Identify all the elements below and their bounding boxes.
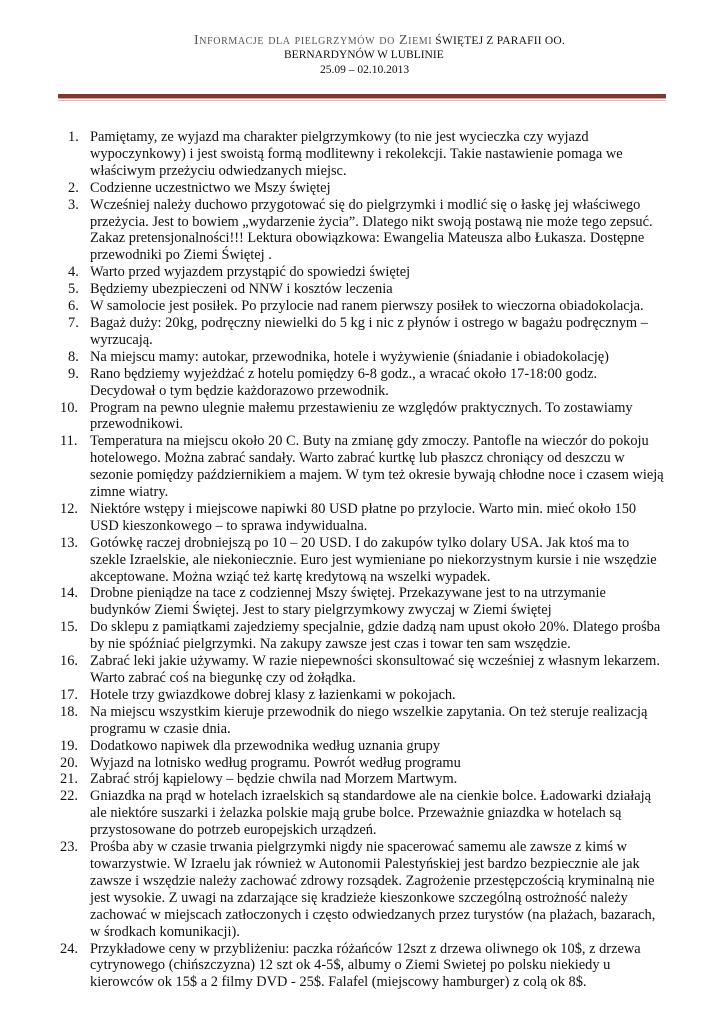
- list-item: [60, 349, 664, 366]
- list-item-number: 8.: [68, 348, 79, 365]
- list-item-text: Drobne pieniądze na tace z codziennej Mszy świętej. Przekazywane jest to na utrzymanie budynków Ziemi Świętej. Jest to stary pielgrzymkowy zwyczaj w Ziemi świętej: [90, 585, 606, 619]
- list-item-text: Na miejscu mamy: autokar, przewodnika, hotele i wyżywienie (śniadanie i obiadokolację): [90, 348, 609, 365]
- list-item: [60, 535, 664, 586]
- header-divider-thin-rule: [58, 100, 666, 101]
- list-item: [60, 585, 664, 619]
- list-item: [60, 653, 664, 687]
- list-item: [60, 400, 664, 434]
- list-item: [60, 501, 664, 535]
- list-item: [60, 264, 664, 281]
- list-item-number: 7.: [68, 314, 79, 331]
- list-item-text: Bagaż duży: 20kg, podręczny niewielki do 5 kg i nic z płynów i ostrego w bagażu podręcznym – wyrzucają.: [90, 314, 648, 348]
- list-item-number: 3.: [68, 196, 79, 213]
- list-item-number: 18.: [60, 703, 78, 720]
- list-item: [60, 433, 664, 501]
- list-item-number: 20.: [60, 754, 78, 771]
- list-item-text: Zabrać leki jakie używamy. W razie niepewności skonsultować się wcześniej z własnym lekarzem. Warto zabrać coś na biegunkę czy od żołądka.: [90, 653, 660, 686]
- list-item-number: 17.: [60, 686, 78, 703]
- list-item-number: 14.: [60, 585, 78, 602]
- list-item-number: 10.: [60, 399, 78, 416]
- list-item: [60, 129, 664, 180]
- list-item-number: 21.: [60, 771, 78, 788]
- list-item: [60, 281, 664, 298]
- list-item-text: Temperatura na miejscu około 20 C. Buty na zmianę gdy zmoczy. Pantofle na wieczór do pokoju hotelowego. Można zabrać sandały. Warto zabrać kurtkę lub płaszcz chroniący od deszczu w sezonie pomiędzy październikiem a majem. W tym też okresie bywają chłodne noce i czasem wieją zimne wiatry.: [90, 433, 664, 501]
- list-item: [60, 788, 664, 839]
- list-item-text: W samolocie jest posiłek. Po przylocie nad ranem pierwszy posiłek to wieczorna obiadokolacja.: [90, 298, 644, 315]
- header-title-line-1: [194, 33, 565, 49]
- list-item: [60, 315, 664, 349]
- list-item-number: 9.: [68, 365, 79, 382]
- list-item-text: Rano będziemy wyjeżdżać z hotelu pomiędzy 6-8 godz., a wracać około 17-18:00 godz. Decydował o tym będzie każdorazowo przewodnik.: [90, 365, 598, 399]
- list-item-text: Codzienne uczestnictwo we Mszy świętej: [90, 179, 331, 196]
- list-item: [60, 180, 664, 197]
- header-title-line-2: BERNARDYNÓW W LUBLINIE: [284, 49, 444, 61]
- list-item-number: 12.: [60, 500, 78, 517]
- list-item-number: 5.: [68, 281, 79, 298]
- header-title-rest: ŚWIĘTEJ Z PARAFII OO.: [435, 35, 565, 47]
- header-date-range: 25.09 – 02.10.2013: [320, 64, 410, 76]
- list-item-text: Będziemy ubezpieczeni od NNW i kosztów leczenia: [90, 281, 393, 298]
- list-item: [60, 366, 664, 400]
- list-item-number: 23.: [60, 839, 78, 856]
- list-item: [60, 619, 664, 653]
- list-item: [60, 298, 664, 315]
- list-item-number: 22.: [60, 788, 78, 805]
- list-item-number: 1.: [68, 129, 79, 145]
- list-item-text: Zabrać strój kąpielowy – będzie chwila nad Morzem Martwym.: [90, 771, 458, 788]
- list-item-number: 15.: [60, 619, 78, 636]
- list-item-number: 11.: [60, 433, 78, 450]
- list-item-number: 4.: [68, 264, 79, 281]
- list-item-text: Na miejscu wszystkim kieruje przewodnik do niego wszelkie zapytania. On też steruje realizacją programu w czasie dnia.: [90, 703, 648, 737]
- list-item: [60, 687, 664, 704]
- list-item: [60, 197, 664, 265]
- list-item-text: Pamiętamy, ze wyjazd ma charakter pielgrzymkowy (to nie jest wycieczka czy wyjazd wypoczynkowy) i jest swoistą formą modlitewny i rekolekcji. Takie nastawienie pomaga we właściwym przeżyciu odwiedzanych miejsc.: [90, 129, 623, 179]
- list-item-text: Warto przed wyjazdem przystąpić do spowiedzi świętej: [90, 264, 411, 281]
- list-item: [60, 738, 664, 755]
- list-item: [60, 771, 664, 788]
- list-item: [60, 839, 664, 940]
- list-item: [60, 755, 664, 772]
- list-item-text: Niektóre wstępy i miejscowe napiwki 80 USD płatne po przylocie. Warto min. mieć około 150 USD kieszonkowego – to sprawa indywidualna.: [90, 500, 637, 534]
- list-item-text: Hotele trzy gwiazdkowe dobrej klasy z łazienkami w pokojach.: [90, 686, 456, 703]
- list-item-text: Gotówkę raczej drobniejszą po 10 – 20 USD. I do zakupów tylko dolary USA. Jak ktoś ma to szekle Izraelskie, ale niekoniecznie. Euro jest wymieniane po niekorzystnym kursie i nie wszędzie akceptowane. Można wziąć też kartę kredytową na wszelki wypadek.: [90, 534, 657, 585]
- list-item-text: Przykładowe ceny w przybliżeniu: paczka różańców 12szt z drzewa oliwnego ok 10$, z drzewa cytrynowego (chińszczyzna) 12 szt ok 4-5$, albumy o Ziemi Swietej po polsku niekiedy u kierowców ok 15$ a 2 filmy DVD - 25$. Falafel (miejscowy hamburger) z colą ok 8$.: [90, 940, 641, 991]
- header-divider-rule: [58, 94, 666, 99]
- list-item-number: 19.: [60, 737, 78, 754]
- list-item-number: 13.: [60, 534, 78, 551]
- list-item-text: Do sklepu z pamiątkami zajedziemy specjalnie, gdzie dadzą nam upust około 20%. Dlatego prośba by nie spóźniać pielgrzymki. Na zakupy zawsze jest czas i towar ten sam wszędzie.: [90, 619, 661, 653]
- list-item-number: 6.: [68, 298, 79, 315]
- list-item-number: 16.: [60, 653, 78, 670]
- list-item-text: Program na pewno ulegnie małemu przestawieniu ze względów praktycznych. To zostawiamy przewodnikowi.: [90, 399, 633, 433]
- list-item-number: 24.: [60, 940, 78, 957]
- header-title-caps: Informacje dla pielgrzymów do Ziemi: [194, 33, 433, 48]
- list-item-text: Gniazdka na prąd w hotelach izraelskich są standardowe ale na cienkie bolce. Ładowarki działają ale niektóre suszarki i żelazka polskie mają grube bolce. Przeważnie gniazdka w hotelach są przystosowane do potrzeb europejskich urządzeń.: [90, 788, 651, 839]
- list-item-text: Prośba aby w czasie trwania pielgrzymki nigdy nie spacerować samemu ale zawsze z kimś w towarzystwie. W Izraelu jak również w Autonomii Palestyńskiej jest bardzo bezpiecznie ale jak zawsze i wszędzie należy zachować zdrowy rozsądek. Zagrożenie przestępczością kryminalną nie jest wysokie. Z uwagi na zdarzające się kradzieże kieszonkowe szczególną ostrożność należy zachować w miejscach zatłoczonych i często odwiedzanych przez turystów (na plażach, bazarach, w środkach komunikacji).: [90, 839, 656, 940]
- list-item-number: 2.: [68, 179, 79, 196]
- information-list: [60, 129, 664, 991]
- list-item: [60, 941, 664, 992]
- list-item-text: Dodatkowo napiwek dla przewodnika według uznania grupy: [90, 737, 441, 754]
- list-item-text: Wcześniej należy duchowo przygotować się do pielgrzymki i modlić się o łaskę jej właściwego przeżycia. Jest to bowiem „wydarzenie życia”. Dlatego nikt swoją postawą nie może tego zepsuć. Zakaz pretensjonalności!!! Lektura obowiązkowa: Ewangelia Mateusza albo Łukasza. Dostępne przewodniki po Ziemi Świętej .: [90, 196, 653, 264]
- list-item-text: Wyjazd na lotnisko według programu. Powrót według programu: [90, 754, 461, 771]
- list-item: [60, 704, 664, 738]
